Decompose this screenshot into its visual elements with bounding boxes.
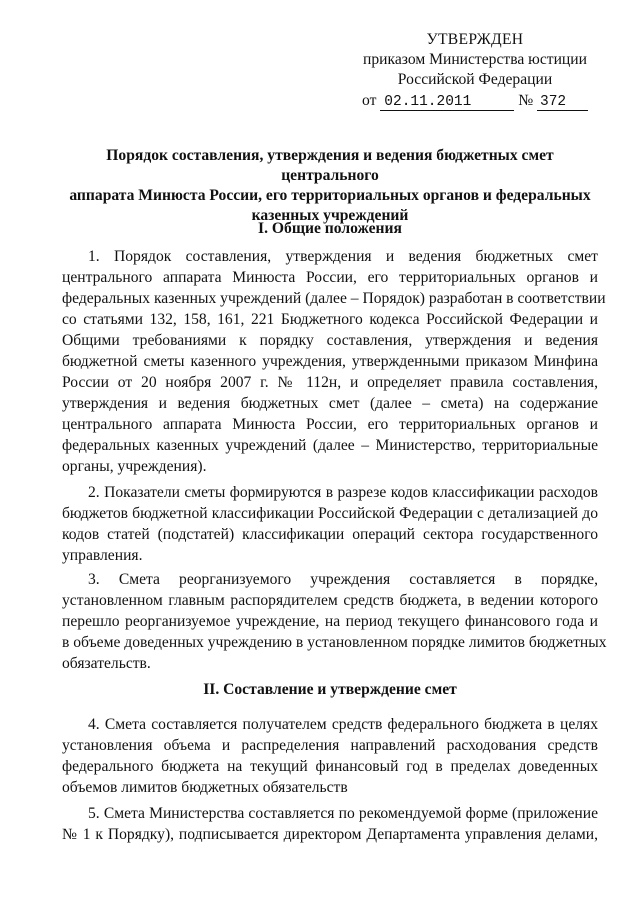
approval-line-2: Российской Федерации — [397, 71, 553, 88]
paragraph-line: центрального аппарата Минюста России, его территориальных органов и — [62, 269, 598, 286]
paragraph-line: установленном главным распорядителем средств бюджета, в ведении которого — [62, 592, 598, 609]
paragraph-line: перешло реорганизуемое учреждение, на период текущего финансового года и — [62, 613, 598, 630]
from-label: от — [361, 92, 377, 109]
paragraph-line: управления. — [62, 547, 143, 564]
title-line: казенных учреждений — [251, 207, 409, 224]
paragraph-line: утверждения и ведения бюджетных смет (далее – смета) на содержание — [62, 395, 598, 412]
approval-heading: УТВЕРЖДЕН — [426, 31, 524, 48]
number-label: № — [518, 92, 534, 109]
paragraph-line: № 1 к Порядку), подписывается директором Департамента управления делами, — [62, 826, 598, 843]
paragraph-line: обязательств. — [62, 655, 151, 672]
paragraph-line: 4. Смета составляется получателем средств федерального бюджета в целях — [88, 716, 598, 733]
paragraph-3 — [62, 569, 607, 674]
approval-line-1: приказом Министерства юстиции — [363, 51, 587, 68]
paragraph-4 — [62, 714, 598, 798]
paragraph-line: федеральных казенных учреждений (далее – Министерство, территориальные — [62, 437, 598, 454]
paragraph-line: 1. Порядок составления, утверждения и ведения бюджетных смет — [88, 248, 598, 265]
paragraph-line: 5. Смета Министерства составляется по рекомендуемой форме (приложение — [88, 805, 598, 822]
order-number: 372 — [537, 94, 588, 111]
paragraph-line: органы, учреждения). — [62, 458, 207, 475]
approval-stamp — [330, 30, 620, 111]
paragraph-line: в объеме доведенных учреждению в установленном порядке лимитов бюджетных — [62, 634, 607, 651]
title-line: Порядок составления, утверждения и ведения бюджетных смет центрального — [106, 147, 554, 184]
title-line: аппарата Минюста России, его территориальных органов и федеральных — [69, 187, 591, 204]
paragraph-line: кодов статей (подстатей) классификации операций сектора государственного — [62, 526, 598, 543]
section-heading-2: II. Составление и утверждение смет — [203, 681, 457, 698]
paragraph-line: федеральных казенных учреждений (далее – Порядок) разработан в соответствии — [62, 290, 606, 307]
document-title — [60, 146, 600, 226]
approval-date-line — [330, 91, 620, 111]
paragraph-line: бюджетной сметы казенного учреждения, утвержденными приказом Минфина — [62, 353, 598, 370]
paragraph-line: установления объема и распределения направлений расходования средств — [62, 737, 598, 754]
paragraph-2 — [62, 482, 598, 566]
paragraph-line: со статьями 132, 158, 161, 221 Бюджетного кодекса Российской Федерации и — [62, 311, 598, 328]
paragraph-5 — [62, 803, 598, 845]
order-date: 02.11.2011 — [380, 94, 514, 111]
paragraph-line: объемов лимитов бюджетных обязательств — [62, 779, 348, 796]
paragraph-line: 2. Показатели сметы формируются в разрезе кодов классификации расходов — [88, 484, 598, 501]
section-heading-1: I. Общие положения — [258, 220, 402, 237]
paragraph-line: России от 20 ноября 2007 г. № 112н, и определяет правила составления, — [62, 374, 598, 391]
paragraph-line: Общими требованиями к порядку составления, утверждения и ведения — [62, 332, 598, 349]
paragraph-line: федерального бюджета на текущий финансовый год в пределах доведенных — [62, 758, 598, 775]
paragraph-1 — [62, 246, 606, 477]
paragraph-line: 3. Смета реорганизуемого учреждения составляется в порядке, — [88, 571, 598, 588]
paragraph-line: центрального аппарата Минюста России, его территориальных органов и — [62, 416, 598, 433]
paragraph-line: бюджетов бюджетной классификации Российской Федерации с детализацией до — [62, 505, 598, 522]
